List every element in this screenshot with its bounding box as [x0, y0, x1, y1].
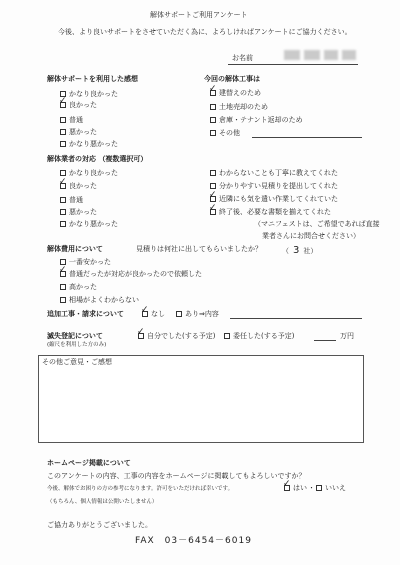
estimate-question: 見積りは何社に出してもらいましたか？	[136, 245, 262, 253]
q7-option-self[interactable]: 自分でした(する予定)	[138, 333, 215, 340]
q8-question: このアンケートの内容、工事の内容をホームページに掲載してもよろしいですか？	[47, 472, 306, 480]
q3-option[interactable]: 普通	[60, 197, 83, 204]
checkmark-icon: ✓	[209, 203, 217, 213]
checkbox[interactable]	[210, 104, 216, 110]
checkbox[interactable]	[60, 197, 66, 203]
q8-note: 今後、解体でお困りの方の参考になります。許可をいただければ幸いです。	[47, 486, 234, 492]
q5-option[interactable]: 相場がよくわからない	[60, 297, 139, 304]
currency-label: 万円	[340, 332, 354, 340]
q2-heading: 今回の解体工事は	[204, 75, 260, 83]
checkmark-icon: ✓	[137, 327, 145, 337]
q2-option[interactable]: 建替えのため	[210, 90, 261, 97]
checkmark-icon: ✓	[209, 190, 217, 200]
q4-note-line2: 業者さんにお問合せください）	[262, 232, 360, 240]
q8-option-no[interactable]: いいえ	[316, 485, 346, 492]
checkbox[interactable]	[60, 129, 66, 135]
q7-heading: 滅失登記について	[47, 332, 103, 340]
q1-option[interactable]: 普通	[60, 117, 83, 124]
checkbox[interactable]	[210, 183, 216, 189]
q4-option[interactable]: 終了後、必要な書類を揃えてくれた	[210, 209, 331, 216]
q5-heading: 解体費用について	[47, 245, 103, 253]
q1-option[interactable]: 悪かった	[60, 129, 97, 136]
q4-option[interactable]: わからないことも丁寧に教えてくれた	[210, 170, 338, 177]
fax-number: FAX 03－6454－6019	[135, 536, 252, 546]
q2-option[interactable]: 倉庫・テナント返却のため	[210, 117, 303, 124]
estimate-answer[interactable]: （ 3 社）	[282, 245, 318, 256]
redacted-block	[284, 50, 300, 60]
q3-option[interactable]: かなり良かった	[60, 170, 118, 177]
checkmark-icon: ✓	[59, 96, 67, 106]
checkmark-icon: ✓	[59, 265, 67, 275]
q1-option[interactable]: かなり良かった	[60, 91, 118, 98]
other-underline	[252, 137, 362, 138]
redacted-block	[342, 50, 356, 60]
q4-note-line1: （マニフェストは、ご希望であれば直接	[254, 220, 380, 228]
q6-option-yes[interactable]: あり⇒内容	[176, 311, 219, 318]
q5-option[interactable]: 高かった	[60, 284, 97, 291]
checkbox[interactable]	[176, 311, 182, 317]
name-underline	[228, 64, 358, 65]
q2-option[interactable]: その他	[210, 130, 240, 137]
q7-subnote: (縮尺を利用した方のみ)	[47, 342, 107, 348]
checkmark-icon: ✓	[283, 479, 291, 489]
checkbox[interactable]	[60, 209, 66, 215]
checkbox[interactable]	[224, 333, 230, 339]
name-field[interactable]	[280, 48, 360, 64]
privacy-note: （もちろん、個人情報は公開いたしません）	[47, 499, 158, 505]
q4-option[interactable]: 分かりやすい見積りを提出してくれた	[210, 183, 338, 190]
checkmark-icon: ✓	[209, 84, 217, 94]
checkbox[interactable]	[316, 485, 322, 491]
q1-heading: 解体サポートを利用した感想	[47, 75, 138, 83]
checkbox[interactable]	[60, 141, 66, 147]
checkbox[interactable]	[60, 297, 66, 303]
survey-intro: 今後、より良いサポートをさせていただく為に、よろしければアンケートにご協力ください。	[58, 28, 352, 36]
checkbox[interactable]	[60, 117, 66, 123]
checkbox[interactable]	[60, 221, 66, 227]
q1-option[interactable]: かなり悪かった	[60, 141, 118, 148]
q3-heading: 解体業者の対応 （複数選択可）	[47, 155, 148, 163]
checkbox[interactable]	[210, 170, 216, 176]
thanks-text: ご協力ありがとうございました。	[47, 521, 152, 529]
checkbox[interactable]	[210, 117, 216, 123]
redacted-block	[324, 50, 338, 60]
q8-option-yes[interactable]: はい	[284, 485, 307, 492]
comments-box[interactable]	[38, 355, 364, 443]
q1-option[interactable]: 良かった	[60, 102, 97, 109]
q3-option[interactable]: かなり悪かった	[60, 221, 118, 228]
checkbox[interactable]	[210, 130, 216, 136]
checkbox[interactable]	[60, 170, 66, 176]
q6-content-underline	[230, 318, 362, 319]
checkbox[interactable]	[60, 284, 66, 290]
checkmark-icon: ✓	[141, 305, 149, 315]
q2-option[interactable]: 土地売却のため	[210, 104, 268, 111]
q5-option[interactable]: 普通だったが対応が良かったので依頼した	[60, 271, 202, 278]
q7-option-delegate[interactable]: 委任した(する予定)	[224, 333, 294, 340]
q8-separator: ・	[308, 484, 315, 492]
redacted-block	[304, 50, 320, 60]
amount-underline	[314, 340, 336, 341]
q5-option[interactable]: 一番安かった	[60, 259, 111, 266]
q3-option[interactable]: 悪かった	[60, 209, 97, 216]
q3-option[interactable]: 良かった	[60, 183, 97, 190]
q8-heading: ホームページ掲載について	[47, 459, 131, 467]
q6-heading: 追加工事・請求について	[47, 310, 124, 318]
comments-label: その他ご意見・ご感想	[42, 358, 112, 366]
q4-option[interactable]: 近隣にも気を遣い作業してくれていた	[210, 196, 338, 203]
name-label: お名前	[232, 54, 253, 62]
checkmark-icon: ✓	[59, 177, 67, 187]
q6-option-none[interactable]: なし	[142, 311, 165, 318]
survey-title: 解体サポートご利用アンケート	[150, 11, 248, 19]
